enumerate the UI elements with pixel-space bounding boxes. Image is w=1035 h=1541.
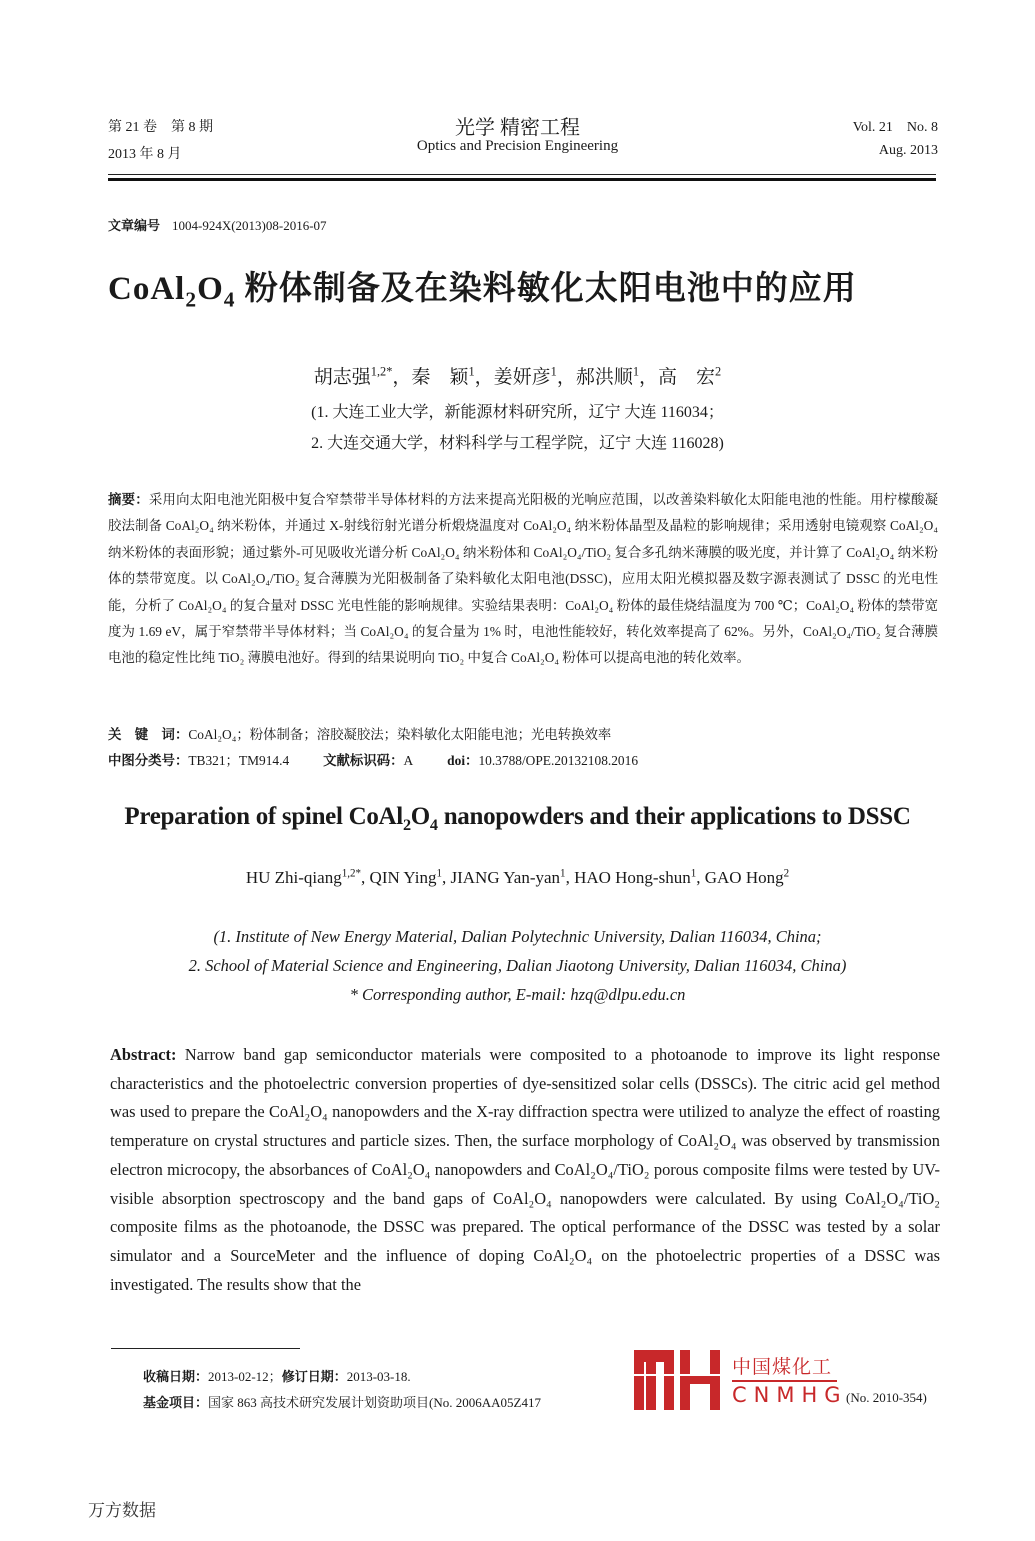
author-cn: 郝洪顺$^1$	[575, 364, 640, 388]
header-rule-thin	[108, 174, 936, 175]
logo-text-cn: 中国煤化工	[732, 1356, 833, 1378]
author-cn: 秦 颖$^1$	[411, 364, 475, 388]
abstract-cn-text: 采用向太阳电池光阳极中复合窄禁带半导体材料的方法来提高光阳极的光响应范围，以改善染料敏化太阳能电池的性能。用柠檬酸凝胶法制备 CoAl₂O₄ 纳米粉体，并通过 X-射线衍射光谱分析煅烧温度对 CoAl₂O₄ 纳米粉体晶型及晶粒的影响规律；采用透射电镜观察 CoAl₂O₄ 纳米粉体的表面形貌；通过紫外-可见吸收光谱分析 CoAl₂O₄ 纳米粉体和 CoAl₂O₄/TiO₂ 复合多孔纳米薄膜的吸光度，并计算了 CoAl₂O₄ 纳米粉体的禁带宽度。以 CoAl₂O₄/TiO₂ 复合薄膜为光阳极制备了染料敏化太阳电池(DSSC)，应用太阳光模拟器及数字源表测试了 DSSC 的光电性能，分析了 CoAl₂O₄ 的复合量对 DSSC 光电性能的影响规律。实验结果表明：CoAl₂O₄ 粉体的最佳烧结温度为 700 ℃；CoAl₂O₄ 粉体的禁带宽度为 1.69 eV，属于窄禁带半导体材料；当 CoAl₂O₄ 的复合量为 1% 时，电池性能较好，转化效率提高了 62%。另外，CoAl₂O₄/TiO₂ 复合薄膜电池的稳定性比纯 TiO₂ 薄膜电池好。得到的结果说明向 TiO₂ 中复合 CoAl₂O₄ 粉体可以提高电池的转化效率。	[108, 492, 939, 666]
header-rule-thick	[108, 178, 936, 181]
journal-name-cn: 光学 精密工程	[455, 117, 580, 139]
abstract-en	[110, 1041, 940, 1299]
abstract-en-text: Narrow band gap semiconductor materials were composited to a photoanode to improve its light response characteristics and the photoelectric conversion properties of dye-sensitized solar cells (DSSCs). The citric acid gel method was used to prepare the CoAl₂O₄ nanopowders and the X-ray diffraction spectra were utilized to analyze the effect of roasting temperature on crystal structures and particle sizes. Then, the surface morphology of CoAl₂O₄ was observed by transmission electron microcopy, the absorbances of CoAl₂O₄ nanopowders and CoAl₂O₄/TiO₂ porous composite films were tested by UV-visible absorption spectroscopy and the band gaps of CoAl₂O₄ nanopowders were calculated. By using CoAl₂O₄/TiO₂ composite films as the photoanode, the DSSC was prepared. The optical performance of the DSSC was tested by a solar simulator and a SourceMeter and the influence of doping CoAl₂O₄ on the photoelectric properties of a DSSC was investigated. The results show that the	[110, 1045, 940, 1294]
keywords-text: CoAl₂O₄；粉体制备；溶胶凝胶法；染料敏化太阳能电池；光电转换效率	[188, 727, 612, 742]
mh-logo-icon	[634, 1350, 720, 1410]
author-en: QIN Ying$^1$	[369, 867, 442, 887]
author-en: GAO Hong$^2$	[704, 867, 790, 887]
footnote-funding: 基金项目：国家 863 高技术研究发展计划资助项目(No. 2006AA05Z417	[143, 1395, 541, 1410]
affiliation-en-2: 2. School of Material Science and Engineering, Dalian Jiaotong University, Dalian 116034, China)	[188, 956, 847, 975]
journal-date-cn: 2013 年 8 月	[108, 147, 182, 162]
wanfang-watermark: 万方数据	[88, 1501, 156, 1521]
author-cn: 姜妍彦$^1$	[493, 364, 557, 388]
author-en: HAO Hong-shun$^1$	[574, 867, 697, 887]
document-code: A	[403, 753, 414, 768]
doi-link[interactable]: 10.3788/OPE.20132108.2016	[478, 753, 639, 768]
cnmhg-logo	[634, 1350, 956, 1410]
fund-number-tail: (No. 2010-354)	[846, 1390, 927, 1405]
footnote-rule	[111, 1348, 300, 1349]
keywords-label: 关 键 词：	[108, 727, 189, 742]
affiliation-cn-2: 2. 大连交通大学，材料科学与工程学院，辽宁 大连 116028)	[311, 435, 724, 452]
author-en: JIANG Yan-yan$^1$	[450, 867, 566, 887]
paper-title-en: Preparation of spinel $CoAl_2O_4$ nanopowders and their applications to DSSC	[124, 803, 911, 834]
corresponding-author: * Corresponding author, E-mail: hzq@dlpu.edu.cn	[349, 985, 686, 1004]
logo-divider	[732, 1380, 837, 1382]
journal-volume-cn: 第 21 卷 第 8 期	[108, 120, 213, 135]
affiliation-cn-1: (1. 大连工业大学，新能源材料研究所，辽宁 大连 116034；	[311, 404, 724, 421]
abstract-cn-label: 摘要：	[108, 492, 149, 507]
paper-title-cn: $CoAl_2O_4$ 粉体制备及在染料敏化太阳电池中的应用	[108, 271, 857, 312]
abstract-en-label: Abstract:	[110, 1045, 177, 1064]
author-cn: 高 宏$^2$	[658, 364, 722, 388]
clc-number: TB321；TM914.4	[188, 753, 290, 768]
author-list-cn: 胡志强$^{1,2*}$，秦 颖$^1$，姜妍彦$^1$，郝洪顺$^1$，高 宏$^2$	[313, 364, 722, 388]
article-number-value: 1004-924X(2013)08-2016-07	[172, 218, 327, 233]
article-number-label: 文章编号	[108, 218, 161, 233]
keywords	[108, 724, 611, 743]
logo-text-en: CNMHG	[732, 1383, 848, 1407]
affiliation-en-1: (1. Institute of New Energy Material, Dalian Polytechnic University, Dalian 116034, China;	[213, 927, 822, 946]
journal-name-en: Optics and Precision Engineering	[416, 138, 619, 154]
abstract-cn	[108, 487, 938, 672]
classification-line: 中图分类号：TB321；TM914.4 文献标识码：A doi：10.3788/OPE.20132108.2016	[108, 753, 639, 768]
author-en: HU Zhi-qiang$^{1,2*}$	[245, 867, 362, 887]
author-cn: 胡志强$^{1,2*}$	[313, 364, 393, 388]
journal-date-en: Aug. 2013	[878, 143, 938, 158]
journal-volume-en: Vol. 21 No. 8	[852, 120, 938, 135]
article-number	[108, 215, 327, 234]
footnote-dates: 收稿日期：2013-02-12；修订日期：2013-03-18.	[143, 1369, 411, 1384]
author-list-en: HU Zhi-qiang$^{1,2*}$, QIN Ying$^1$, JIANG Yan-yan$^1$, HAO Hong-shun$^1$, GAO Hong$^2$	[245, 867, 790, 887]
